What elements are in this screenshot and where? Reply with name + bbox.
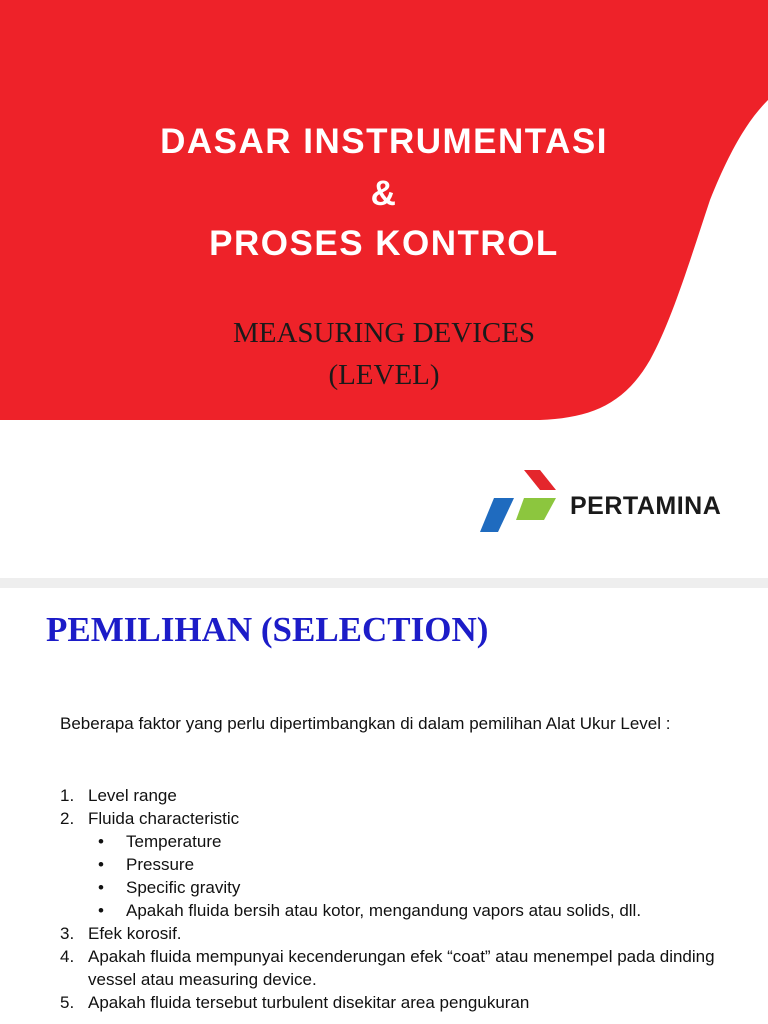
list-item bbox=[60, 807, 740, 830]
list-number: 2. bbox=[60, 809, 75, 828]
pertamina-logo-icon bbox=[478, 468, 562, 538]
slide-title-ampersand: & bbox=[370, 174, 398, 213]
slide-title-line-1: DASAR INSTRUMENTASI bbox=[160, 122, 608, 161]
sub-list-item-text: Temperature bbox=[126, 832, 222, 851]
list-item bbox=[60, 991, 740, 1014]
sub-list-item-text: Specific gravity bbox=[126, 878, 241, 897]
sub-list-item-text: Apakah fluida bersih atau kotor, mengandung vapors atau solids, dll. bbox=[126, 901, 642, 920]
slide-divider bbox=[0, 578, 768, 588]
list-item-text: Apakah fluida mempunyai kecenderungan efek “coat” atau menempel pada dinding vessel atau measuring device. bbox=[88, 947, 715, 989]
pertamina-logo bbox=[478, 468, 738, 538]
list-item-text: Fluida characteristic bbox=[88, 809, 240, 828]
pertamina-logo-text: PERTAMINA bbox=[570, 492, 722, 520]
list-number: 4. bbox=[60, 947, 75, 966]
list-item bbox=[60, 922, 740, 945]
list-item bbox=[60, 945, 740, 991]
selection-slide bbox=[0, 588, 768, 1024]
slide-title-line-2: PROSES KONTROL bbox=[209, 224, 559, 263]
list-item bbox=[60, 784, 740, 807]
list-number: 5. bbox=[60, 993, 75, 1012]
slide-subtitle-line-2: (LEVEL) bbox=[328, 359, 440, 391]
slide-title: PEMILIHAN (SELECTION) bbox=[46, 610, 489, 649]
list-item-text: Apakah fluida tersebut turbulent disekitar area pengukuran bbox=[88, 993, 530, 1012]
sub-list-item bbox=[60, 853, 740, 876]
list-number: 1. bbox=[60, 786, 75, 805]
selection-list bbox=[60, 784, 740, 1014]
sub-list-item bbox=[60, 876, 740, 899]
bullet: • bbox=[98, 901, 104, 920]
intro-text: Beberapa faktor yang perlu dipertimbangkan di dalam pemilihan Alat Ukur Level : bbox=[60, 714, 671, 733]
sub-list-item bbox=[60, 830, 740, 853]
list-item-text: Level range bbox=[88, 786, 177, 805]
slide-subtitle-line-1: MEASURING DEVICES bbox=[232, 317, 536, 349]
bullet: • bbox=[98, 832, 104, 851]
sub-list-item bbox=[60, 899, 740, 922]
bullet: • bbox=[98, 878, 104, 897]
list-number: 3. bbox=[60, 924, 75, 943]
sub-list-item-text: Pressure bbox=[126, 855, 195, 874]
bullet: • bbox=[98, 855, 104, 874]
list-item-text: Efek korosif. bbox=[88, 924, 182, 943]
